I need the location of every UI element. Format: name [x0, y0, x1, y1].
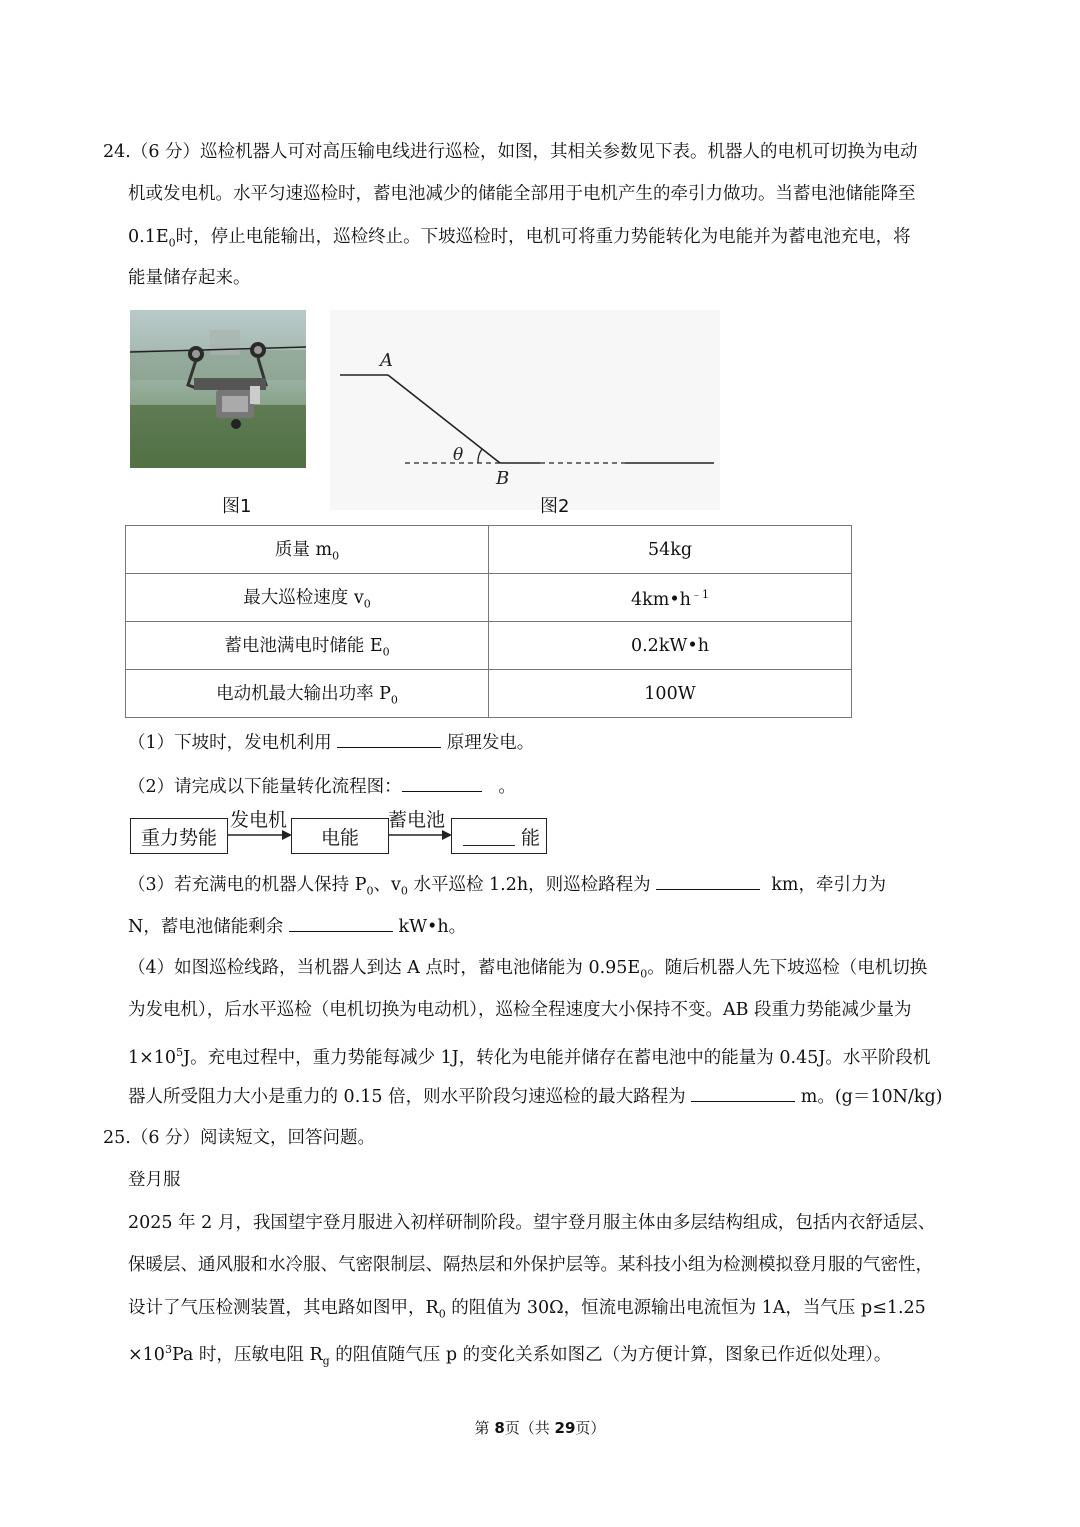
- answer-blank[interactable]: [402, 773, 482, 792]
- q24-part-4-line-2: 为发电机），后水平巡检（电机切换为电动机），巡检全程速度大小保持不变。AB 段重力势能减少量为: [128, 1000, 912, 1020]
- q25-line-3: 设计了气压检测装置，其电路如图甲，$R_0$ 的阻值为 30Ω，恒流电源输出电流恒为 1A，当气压 p≤1.25: [128, 1298, 926, 1321]
- q24-part-4-line-3: $1\times 10^5J$。充电过程中，重力势能每减少 1J，转化为电能并储存在蓄电池中的能量为 0.45J。水平阶段机: [128, 1046, 931, 1068]
- param-value: $4km•h^{﹣1}$: [489, 574, 852, 622]
- table-row: [126, 574, 852, 622]
- q25-line-4: $\times 10^3Pa$ 时，压敏电阻 $R_g$ 的阻值随气压 p 的变化关系如图乙（为方便计算，图象已作近似处理）。: [128, 1343, 892, 1368]
- flow-arrow-label-battery: 蓄电池: [388, 809, 446, 831]
- table-row: [126, 526, 852, 574]
- answer-blank[interactable]: [691, 1083, 795, 1102]
- label-theta: θ: [453, 445, 464, 465]
- flow-box-answer[interactable]: 能: [451, 818, 547, 854]
- flow-box-gravitational-energy: 重力势能: [130, 818, 228, 854]
- q24-line-2: 机或发电机。水平匀速巡检时，蓄电池减少的储能全部用于电机产生的牵引力做功。当蓄电池储能降至: [128, 184, 916, 204]
- figure-1-robot-photo: [130, 310, 306, 468]
- q24-line-4: 能量储存起来。: [128, 268, 251, 288]
- label-b: B: [496, 468, 510, 489]
- q25-heading: 25.（6 分）阅读短文，回答问题。: [103, 1128, 376, 1148]
- param-label: 质量 $m_0$: [126, 526, 489, 574]
- parameter-table: [125, 525, 852, 718]
- param-label: 最大巡检速度 $v_0$: [126, 574, 489, 622]
- figure-2-caption: 图2: [540, 496, 570, 517]
- q25-line-2: 保暖层、通风服和水冷服、气密限制层、隔热层和外保护层等。某科技小组为检测模拟登月服的气密性，: [128, 1255, 933, 1275]
- q24-part-4-line-4: 器人所受阻力大小是重力的 0.15 倍，则水平阶段匀速巡检的最大路程为 m。(g＝10N/kg): [128, 1083, 943, 1109]
- answer-blank[interactable]: [289, 913, 393, 932]
- q24-part-4-line-1: （4）如图巡检线路，当机器人到达 A 点时，蓄电池储能为 $0.95E_0$。随后机器人先下坡巡检（电机切换: [128, 958, 928, 981]
- q24-part-3-line-1: （3）若充满电的机器人保持 $P_0$、$v_0$ 水平巡检 1.2h，则巡检路程为 km，牵引力为: [128, 871, 886, 904]
- q24-part-1: （1）下坡时，发电机利用 原理发电。: [128, 729, 534, 755]
- answer-blank[interactable]: [337, 729, 441, 748]
- param-label: 蓄电池满电时储能 $E_0$: [126, 622, 489, 670]
- q25-line-1: 2025 年 2 月，我国望宇登月服进入初样研制阶段。望宇登月服主体由多层结构组成，包括内衣舒适层、: [128, 1213, 936, 1233]
- q24-line-1: 24.（6 分）巡检机器人可对高压输电线进行巡检，如图，其相关参数见下表。机器人的电机可切换为电动: [103, 142, 918, 162]
- param-value: 100W: [489, 670, 852, 718]
- answer-blank[interactable]: [656, 871, 760, 890]
- figure-2-slope-diagram: [330, 310, 720, 510]
- energy-flow-chart: [130, 805, 560, 857]
- q24-part-3-line-2: N，蓄电池储能剩余 kW•h。: [128, 913, 466, 939]
- table-row: [126, 622, 852, 670]
- flow-arrow-label-generator: 发电机: [230, 809, 288, 831]
- param-value: 0.2kW•h: [489, 622, 852, 670]
- answer-blank[interactable]: [463, 827, 515, 846]
- page-footer: 第 8页（共 29页）: [474, 1419, 606, 1437]
- figure-1-caption: 图1: [222, 496, 252, 517]
- param-label: 电动机最大输出功率 $P_0$: [126, 670, 489, 718]
- table-row: [126, 670, 852, 718]
- q25-article-title: 登月服: [128, 1170, 181, 1190]
- q24-part-2: （2）请完成以下能量转化流程图： 。: [128, 773, 516, 799]
- label-a: A: [380, 350, 393, 371]
- q24-line-3: $0.1E_0$时，停止电能输出，巡检终止。下坡巡检时，电机可将重力势能转化为电能并为蓄电池充电，将: [128, 227, 911, 250]
- param-value: 54kg: [489, 526, 852, 574]
- flow-box-electric-energy: 电能: [291, 818, 389, 854]
